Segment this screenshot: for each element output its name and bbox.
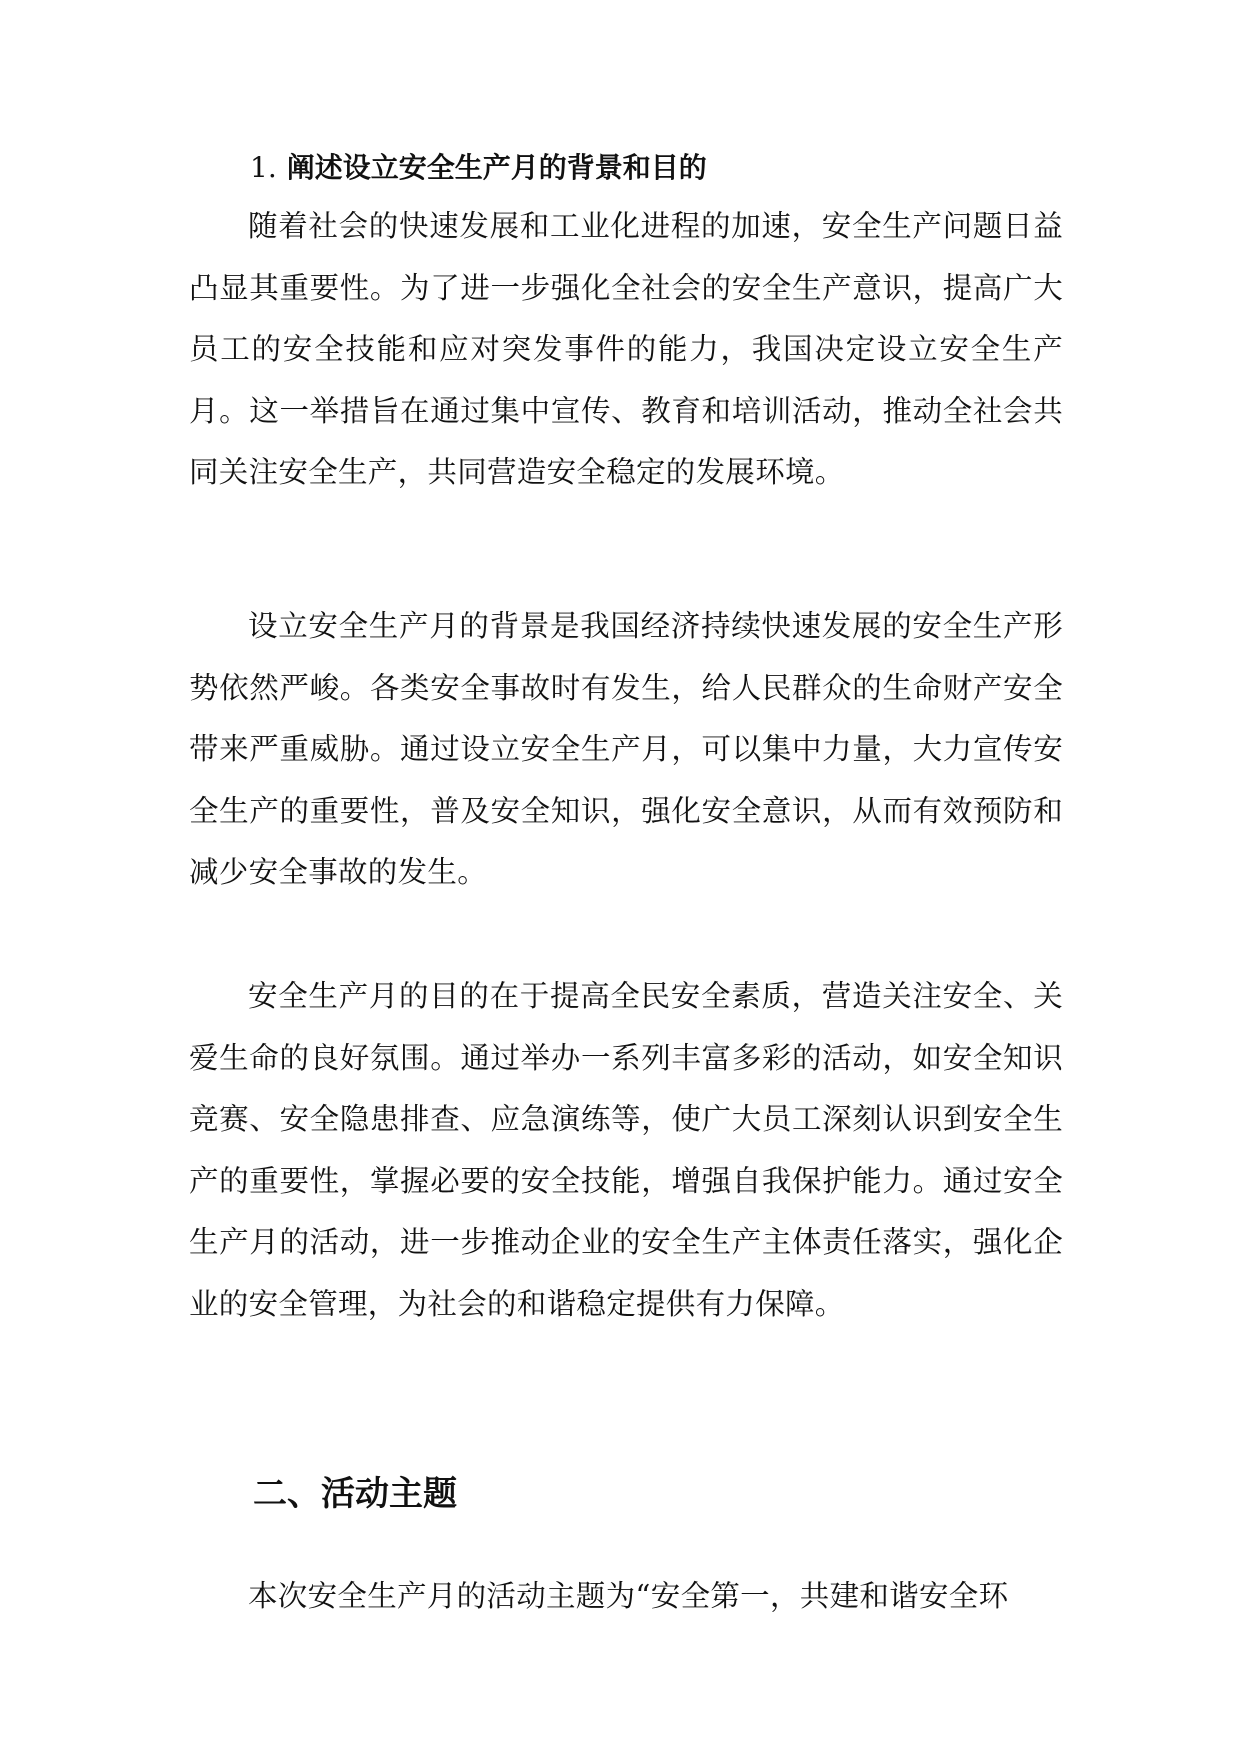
paragraph-background-intro: 随着社会的快速发展和工业化进程的加速，安全生产问题日益凸显其重要性。为了进一步强化全社会的安全生产意识，提高广大员工的安全技能和应对突发事件的能力，我国决定设立安全生产月。这一举措旨在通过集中宣传、教育和培训活动，推动全社会共同关注安全生产，共同营造安全稳定的发展环境。 xyxy=(189,209,1063,489)
paragraph-background: 设立安全生产月的背景是我国经济持续快速发展的安全生产形势依然严峻。各类安全事故时有发生，给人民群众的生命财产安全带来严重威胁。通过设立安全生产月，可以集中力量，大力宣传安全生产的重要性，普及安全知识，强化安全意识，从而有效预防和减少安全事故的发生。 xyxy=(189,609,1063,889)
section-heading-background-purpose xyxy=(250,148,707,188)
heading-title: 阐述设立安全生产月的背景和目的 xyxy=(286,151,707,184)
paragraph-purpose: 安全生产月的目的在于提高全民安全素质，营造关注安全、关爱生命的良好氛围。通过举办一系列丰富多彩的活动，如安全知识竞赛、安全隐患排查、应急演练等，使广大员工深刻认识到安全生产的重要性，掌握必要的安全技能，增强自我保护能力。通过安全生产月的活动，进一步推动企业的安全生产主体责任落实，强化企业的安全管理，为社会的和谐稳定提供有力保障。 xyxy=(189,979,1063,1321)
section-heading-activity-theme: 二、活动主题 xyxy=(253,1474,457,1514)
heading-number: 1. xyxy=(250,151,277,184)
paragraph-activity-theme: 本次安全生产月的活动主题为“安全第一，共建和谐安全环 xyxy=(248,1579,1009,1613)
